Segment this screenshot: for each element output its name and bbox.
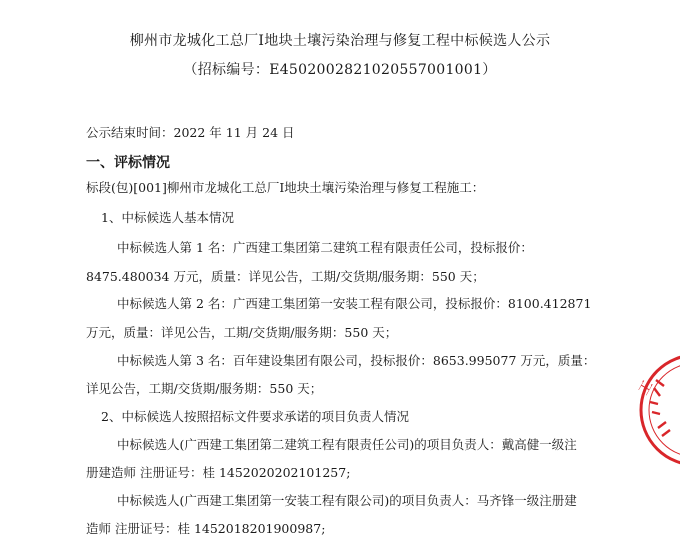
candidate-3-line-1: 中标候选人第 3 名：百年建设集团有限公司，投标报价：8653.995077 万元，质量： [117,353,596,368]
bid-number: （招标编号：E4502002821020557001001） [183,62,497,78]
project-manager-1-line-2: 册建造师 注册证号：桂 1452020202101257; [86,465,351,480]
lot-description: 标段(包)[001]柳州市龙城化工总厂Ⅰ地块土壤污染治理与修复工程施工： [86,180,485,195]
subheading-candidate-basic-info: 1、中标候选人基本情况 [101,210,234,225]
candidate-2-line-1: 中标候选人第 2 名：广西建工集团第一安装工程有限公司，投标报价：8100.412871 [117,296,592,311]
subheading-project-manager: 2、中标候选人按照招标文件要求承诺的项目负责人情况 [101,409,409,424]
section-heading-evaluation: 一、评标情况 [86,155,170,171]
candidate-2-line-2: 万元，质量：详见公告，工期/交货期/服务期：550 天； [86,325,398,340]
official-seal-icon [636,350,680,470]
project-manager-1-line-1: 中标候选人(广西建工集团第二建筑工程有限责任公司)的项目负责人：戴高健一级注 [117,437,577,452]
candidate-3-line-2: 详见公告，工期/交货期/服务期：550 天； [86,381,323,396]
announcement-end-time: 公示结束时间：2022 年 11 月 24 日 [86,125,295,140]
candidate-1-line-1: 中标候选人第 1 名：广西建工集团第二建筑工程有限责任公司，投标报价： [117,240,533,255]
project-manager-2-line-2: 造师 注册证号：桂 1452018201900987; [86,521,326,536]
seal-text: 工 [636,377,657,398]
project-manager-2-line-1: 中标候选人(广西建工集团第一安装工程有限公司)的项目负责人：马齐锋一级注册建 [117,493,577,508]
candidate-1-line-2: 8475.480034 万元，质量：详见公告，工期/交货期/服务期：550 天； [86,269,485,284]
document-title: 柳州市龙城化工总厂Ⅰ地块土壤污染治理与修复工程中标候选人公示 [129,33,551,49]
